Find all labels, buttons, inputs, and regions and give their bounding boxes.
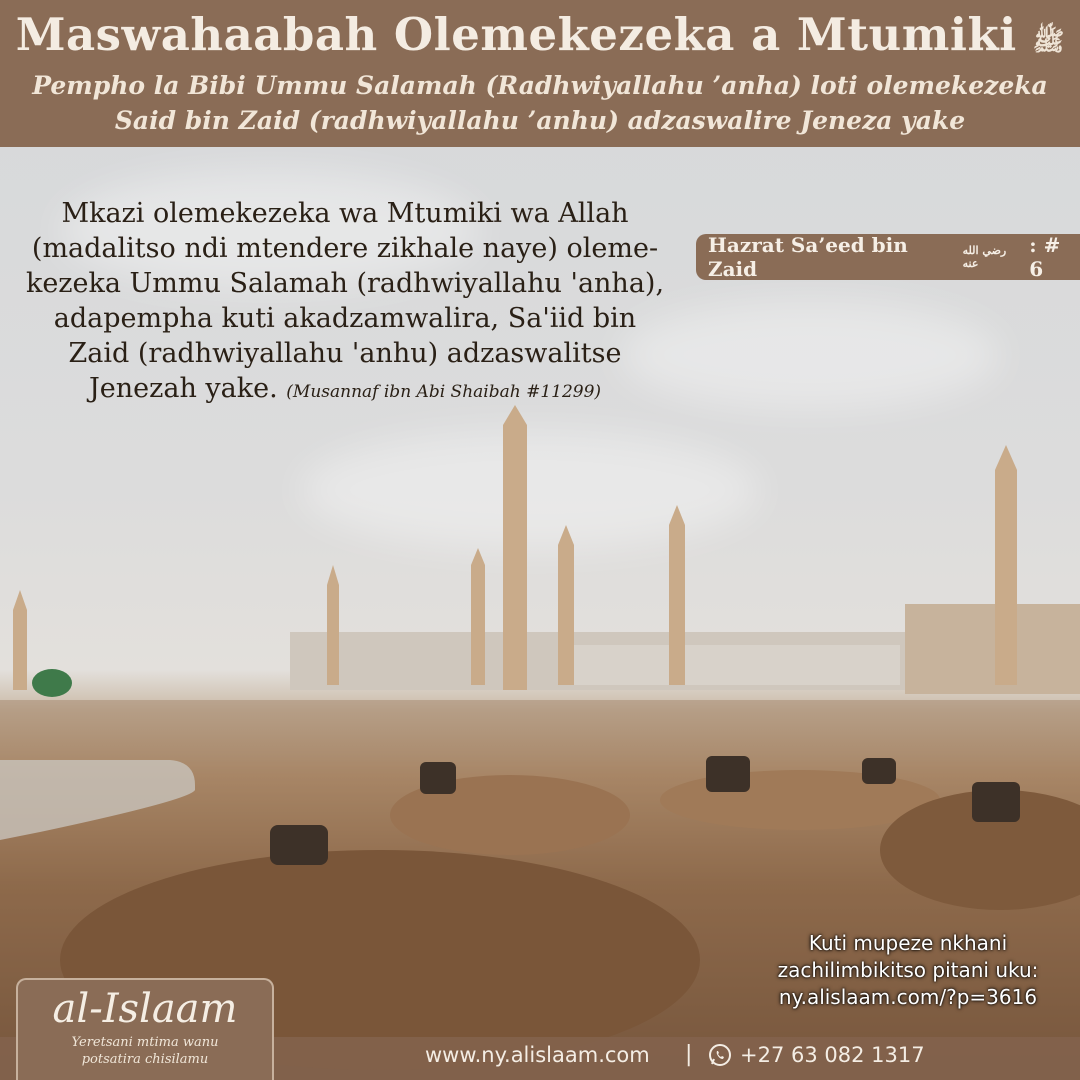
radhiyallahu-calligraphy-icon: رضي الله عنه: [962, 244, 1007, 270]
footer-separator: |: [685, 1042, 693, 1067]
tagline-line: Yeretsani mtima wanu: [71, 1035, 219, 1050]
narrative-line: Jenezah yake.: [88, 373, 278, 404]
narrative-line: Zaid (radhwiyallahu 'anhu) adzaswalitse: [68, 338, 622, 369]
subtitle-line: Said bin Zaid (radhwiyallahu ’anhu) adzaswalire Jeneza yake: [114, 106, 966, 135]
narrative-line: (madalitso ndi mtendere zikhale naye) oleme-: [31, 233, 659, 264]
narrative-line-last: [10, 371, 680, 410]
badge-name: Hazrat Sa’eed bin Zaid: [708, 233, 908, 281]
narrative-line: adapempha kuti akadzamwalira, Sa'iid bin: [53, 303, 637, 334]
whatsapp-icon: [708, 1043, 732, 1067]
footer-website-link[interactable]: www.ny.alislaam.com: [425, 1043, 650, 1067]
title-text: Maswahaabah Olemekezeka a Mtumiki: [15, 8, 1017, 61]
narrative-line: Mkazi olemekezeka wa Mtumiki wa Allah: [61, 198, 629, 229]
hotel-building: [905, 604, 1080, 694]
narrative-line: kezeka Ummu Salamah (radhwiyallahu 'anha),: [25, 268, 665, 299]
page-subtitle: [0, 68, 1080, 138]
narrative-text: [10, 196, 680, 410]
logo-name: al-Islaam: [52, 986, 238, 1032]
mosque-wing: [560, 645, 900, 685]
read-more-line: zachilimbikitso pitani uku:: [777, 958, 1039, 982]
salawat-calligraphy-icon: ﷺ: [1032, 27, 1065, 57]
read-more-link[interactable]: ny.alislaam.com/?p=3616: [778, 985, 1038, 1009]
page-title: [0, 8, 1080, 63]
logo-tagline: [18, 1034, 272, 1068]
series-badge: [696, 234, 1080, 280]
phone-number: +27 63 082 1317: [740, 1043, 925, 1067]
header-banner: [0, 0, 1080, 147]
read-more-line: Kuti mupeze nkhani: [808, 931, 1008, 955]
badge-number: : # 6: [1029, 233, 1061, 281]
hadith-reference: (Musannaf ibn Abi Shaibah #11299): [286, 382, 602, 402]
green-dome: [32, 669, 72, 697]
read-more-note: [748, 930, 1068, 1011]
subtitle-line: Pempho la Bibi Ummu Salamah (Radhwiyallahu ’anha) loti olemekezeka: [32, 71, 1048, 100]
tagline-line: potsatira chisilamu: [81, 1052, 209, 1067]
footer-phone[interactable]: [708, 1043, 925, 1067]
al-islaam-logo: [16, 978, 274, 1080]
